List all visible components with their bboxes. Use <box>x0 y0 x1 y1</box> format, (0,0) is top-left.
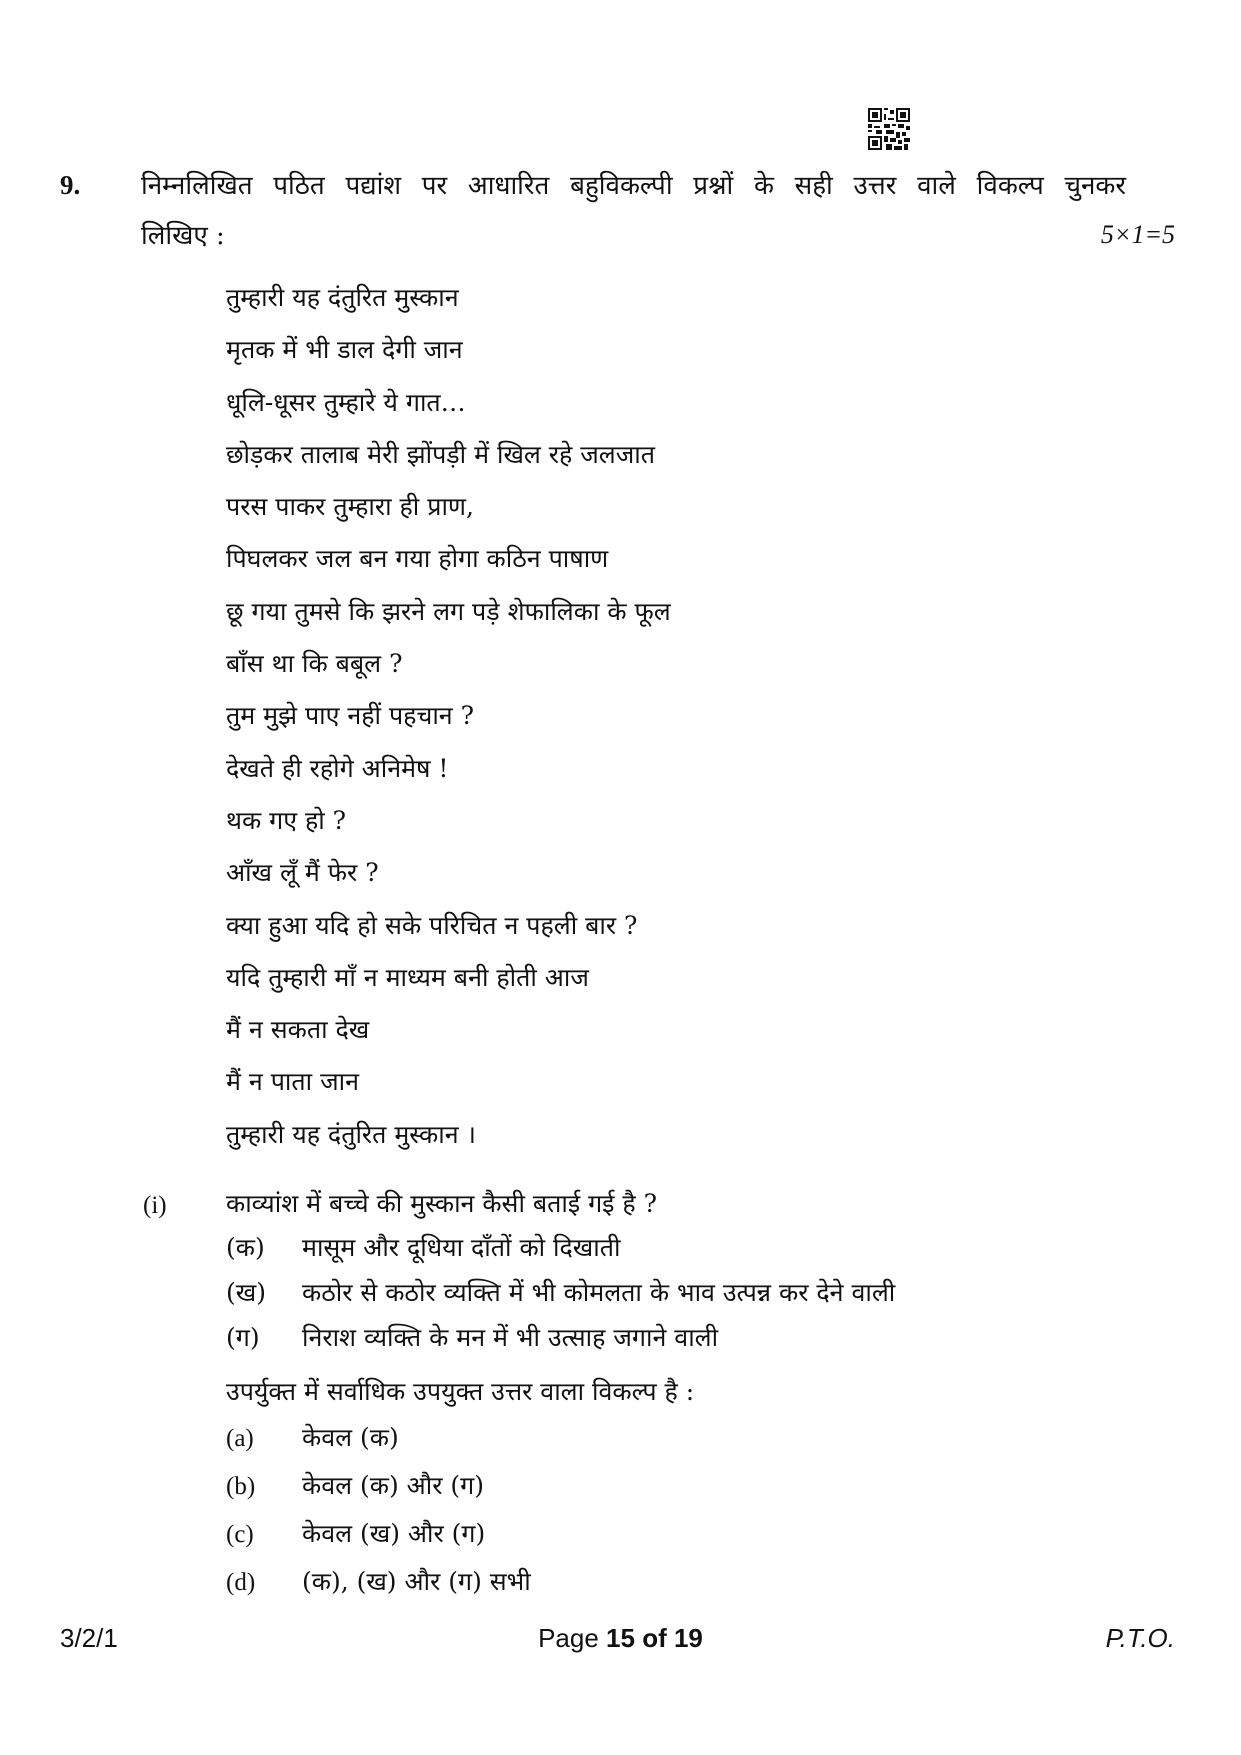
sub-question-text: काव्यांश में बच्चे की मुस्कान कैसी बताई गई है ? <box>226 1189 658 1218</box>
poem-line: थक गए हो ? <box>226 805 347 835</box>
statement-label: (क) <box>226 1233 265 1262</box>
question-number: 9. <box>60 170 81 200</box>
statement-label: (ग) <box>226 1323 260 1352</box>
options-prompt: उपर्युक्त में सर्वाधिक उपयुक्त उत्तर वाला विकल्प है : <box>226 1377 695 1406</box>
option-a[interactable] <box>226 1420 399 1454</box>
option-label: (d) <box>226 1569 256 1596</box>
option-label: (c) <box>226 1521 254 1548</box>
poem-line: छू गया तुमसे कि झरने लग पड़े शेफालिका के फूल <box>226 596 671 626</box>
poem-line: परस पाकर तुम्हारा ही प्राण, <box>226 492 474 522</box>
poem-passage <box>226 278 671 1167</box>
qr-code-icon <box>868 108 910 150</box>
pto-label: P.T.O. <box>1105 1623 1175 1653</box>
question-instruction-line2: लिखिए : <box>141 221 225 251</box>
page-current: 15 <box>606 1623 635 1653</box>
option-text: (क), (ख) और (ग) सभी <box>302 1567 531 1596</box>
option-b[interactable] <box>226 1468 484 1502</box>
question-marks: 5×1=5 <box>1100 220 1175 249</box>
poem-line: छोड़कर तालाब मेरी झोंपड़ी में खिल रहे जलजात <box>226 439 656 469</box>
poem-line: मैं न पाता जान <box>226 1067 359 1097</box>
page-of: of <box>634 1623 674 1653</box>
option-d[interactable] <box>226 1564 531 1598</box>
poem-line: तुम मुझे पाए नहीं पहचान ? <box>226 701 475 731</box>
poem-line: मैं न सकता देख <box>226 1015 370 1045</box>
poem-line: यदि तुम्हारी माँ न माध्यम बनी होती आज <box>226 962 589 992</box>
poem-line: देखते ही रहोगे अनिमेष ! <box>226 753 449 783</box>
statement-text: मासूम और दूधिया दाँतों को दिखाती <box>302 1233 621 1262</box>
poem-line: पिघलकर जल बन गया होगा कठिन पाषाण <box>226 544 609 574</box>
option-label: (a) <box>226 1425 254 1452</box>
statement-label: (ख) <box>226 1278 266 1307</box>
poem-line: क्या हुआ यदि हो सके परिचित न पहली बार ? <box>226 910 638 940</box>
poem-line: धूलि-धूसर तुम्हारे ये गात… <box>226 387 466 417</box>
option-text: केवल (क) <box>302 1423 399 1452</box>
statement-text: निराश व्यक्ति के मन में भी उत्साह जगाने वाली <box>302 1323 719 1352</box>
page-number <box>0 1623 1241 1654</box>
poem-line: तुम्हारी यह दंतुरित मुस्कान <box>226 283 459 312</box>
option-label: (b) <box>226 1473 256 1500</box>
page-prefix: Page <box>538 1623 607 1653</box>
statement-kha <box>226 1275 895 1309</box>
statement-ga <box>226 1320 718 1354</box>
statement-text: कठोर से कठोर व्यक्ति में भी कोमलता के भाव उत्पन्न कर देने वाली <box>302 1278 896 1307</box>
poem-line: आँख लूँ मैं फेर ? <box>226 858 379 888</box>
paper-code: 3/2/1 <box>60 1623 118 1653</box>
poem-line: बाँस था कि बबूल ? <box>226 649 403 679</box>
poem-line: मृतक में भी डाल देगी जान <box>226 335 463 365</box>
poem-line: तुम्हारी यह दंतुरित मुस्कान । <box>226 1119 476 1149</box>
option-text: केवल (ख) और (ग) <box>302 1519 486 1548</box>
sub-question-label: (i) <box>143 1192 167 1219</box>
question-instruction-line1: निम्नलिखित पठित पद्यांश पर आधारित बहुविकल्पी प्रश्नों के सही उत्तर वाले विकल्प चुनकर <box>141 171 1126 201</box>
option-c[interactable] <box>226 1516 485 1550</box>
option-text: केवल (क) और (ग) <box>302 1471 484 1500</box>
page-total: 19 <box>673 1623 703 1653</box>
statement-ka <box>226 1230 620 1264</box>
